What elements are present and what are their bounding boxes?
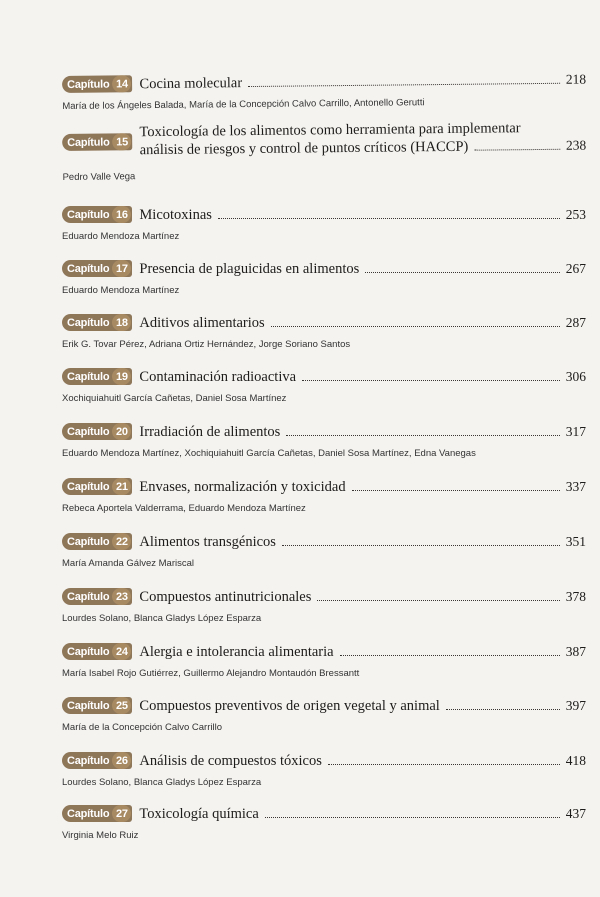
chapter-number: 20 <box>112 423 131 440</box>
dot-leader <box>282 545 560 546</box>
chapter-authors: Lourdes Solano, Blanca Gladys López Esparza <box>62 777 262 788</box>
dot-leader <box>286 435 559 436</box>
dot-leader <box>446 709 560 710</box>
chapter-number: 23 <box>112 588 131 605</box>
chapter-title: Compuestos antinutricionales <box>139 589 312 605</box>
chapter-badge <box>62 588 132 605</box>
chapter-title: Alergia e intolerancia alimentaria <box>139 644 334 660</box>
chapter-number: 18 <box>112 314 131 331</box>
page-number: 418 <box>565 753 586 768</box>
toc-entry-18[interactable] <box>62 314 586 350</box>
chapter-number: 16 <box>112 206 131 223</box>
page-number: 287 <box>565 315 586 330</box>
chapter-authors: Eduardo Mendoza Martínez, Xochiquiahuitl García Cañetas, Daniel Sosa Martínez, Edna Vanegas <box>62 448 476 459</box>
page-number: 317 <box>565 424 586 439</box>
badge-label: Capítulo <box>67 807 110 820</box>
toc-entry-21[interactable] <box>62 478 586 514</box>
chapter-authors: Xochiquiahuitl García Cañetas, Daniel Sosa Martínez <box>62 393 287 404</box>
badge-label: Capítulo <box>67 262 110 275</box>
dot-leader <box>328 764 560 765</box>
chapter-title: Aditivos alimentarios <box>139 315 265 331</box>
chapter-title: Micotoxinas <box>139 207 212 223</box>
chapter-badge <box>62 752 132 769</box>
badge-label: Capítulo <box>67 136 110 149</box>
chapter-authors: Pedro Valle Vega <box>62 171 136 183</box>
chapter-title: Cocina molecular <box>139 75 243 93</box>
chapter-title: Compuestos preventivos de origen vegetal y animal <box>139 698 440 714</box>
chapter-badge <box>62 133 133 151</box>
badge-label: Capítulo <box>67 754 110 767</box>
chapter-authors: Lourdes Solano, Blanca Gladys López Esparza <box>62 613 262 624</box>
chapter-authors: María de los Ángeles Balada, María de la Concepción Calvo Carrillo, Antonello Gerutti <box>62 97 425 112</box>
chapter-title-line1: Toxicología de los alimentos como herramienta para implementar <box>139 120 521 141</box>
toc-entry-16[interactable] <box>62 206 586 242</box>
badge-label: Capítulo <box>67 425 110 438</box>
toc-entry-20[interactable] <box>62 423 586 459</box>
dot-leader <box>317 600 559 601</box>
chapter-authors: Eduardo Mendoza Martínez <box>62 285 180 296</box>
dot-leader <box>302 380 560 381</box>
toc-entry-19[interactable] <box>62 368 586 404</box>
page-number: 238 <box>565 137 587 153</box>
page-number: 437 <box>565 806 586 821</box>
chapter-authors: Erik G. Tovar Pérez, Adriana Ortiz Hernández, Jorge Soriano Santos <box>62 339 351 350</box>
chapter-number: 17 <box>112 260 131 277</box>
chapter-badge <box>62 314 132 331</box>
chapter-badge <box>62 643 132 660</box>
dot-leader <box>271 326 560 327</box>
dot-leader <box>352 490 560 491</box>
chapter-number: 14 <box>112 75 131 92</box>
chapter-title: Alimentos transgénicos <box>139 534 276 550</box>
badge-label: Capítulo <box>67 699 110 712</box>
chapter-badge <box>62 423 132 440</box>
dot-leader <box>365 272 560 273</box>
badge-label: Capítulo <box>67 590 110 603</box>
chapter-authors: María de la Concepción Calvo Carrillo <box>62 722 222 733</box>
badge-label: Capítulo <box>67 480 110 493</box>
chapter-badge <box>62 368 132 385</box>
toc-entry-22[interactable] <box>62 533 586 569</box>
dot-leader <box>340 655 560 656</box>
chapter-authors: Virginia Melo Ruiz <box>62 830 139 841</box>
chapter-number: 27 <box>112 805 131 822</box>
dot-leader <box>474 149 560 151</box>
chapter-badge <box>62 478 132 495</box>
chapter-number: 21 <box>112 478 131 495</box>
toc-entry-25[interactable] <box>62 697 586 733</box>
chapter-badge <box>62 206 132 223</box>
toc-entry-23[interactable] <box>62 588 586 624</box>
chapter-number: 15 <box>113 133 132 150</box>
chapter-authors: María Amanda Gálvez Mariscal <box>62 558 194 569</box>
chapter-number: 22 <box>112 533 131 550</box>
chapter-badge <box>62 260 132 277</box>
dot-leader <box>218 218 560 219</box>
page-number: 306 <box>565 369 586 384</box>
chapter-title: Toxicología química <box>139 806 259 822</box>
toc-entry-24[interactable] <box>62 643 586 679</box>
dot-leader <box>265 817 560 818</box>
badge-label: Capítulo <box>67 370 110 383</box>
toc-entry-27[interactable] <box>62 805 586 841</box>
badge-label: Capítulo <box>67 535 110 548</box>
chapter-title: Análisis de compuestos tóxicos <box>139 753 322 769</box>
page-number: 351 <box>565 534 586 549</box>
chapter-title: Irradiación de alimentos <box>139 424 281 440</box>
chapter-title: Contaminación radioactiva <box>139 369 297 385</box>
chapter-number: 25 <box>112 697 131 714</box>
chapter-title: Presencia de plaguicidas en alimentos <box>139 261 360 277</box>
badge-label: Capítulo <box>67 78 110 91</box>
chapter-badge <box>62 697 132 714</box>
chapter-badge <box>62 75 133 93</box>
page-number: 267 <box>565 261 586 276</box>
chapter-authors: María Isabel Rojo Gutiérrez, Guillermo Alejandro Montaudón Bressantt <box>62 668 360 679</box>
badge-label: Capítulo <box>67 316 110 329</box>
chapter-number: 26 <box>112 752 131 769</box>
badge-label: Capítulo <box>67 645 110 658</box>
page-number: 378 <box>565 589 586 604</box>
page-number: 337 <box>565 479 586 494</box>
badge-label: Capítulo <box>67 208 110 221</box>
chapter-number: 24 <box>112 643 131 660</box>
chapter-title-line2: análisis de riesgos y control de puntos críticos (HACCP) <box>139 138 469 159</box>
page-number: 387 <box>565 644 586 659</box>
dot-leader <box>248 83 560 87</box>
chapter-number: 19 <box>112 368 131 385</box>
toc-entry-26[interactable] <box>62 752 586 788</box>
chapter-badge <box>62 533 132 550</box>
chapter-authors: Rebeca Aportela Valderrama, Eduardo Mendoza Martínez <box>62 503 306 514</box>
chapter-badge <box>62 805 132 822</box>
toc-entry-15[interactable] <box>62 119 587 183</box>
toc-entry-17[interactable] <box>62 260 586 296</box>
page-number: 253 <box>565 207 586 222</box>
chapter-authors: Eduardo Mendoza Martínez <box>62 231 180 242</box>
page-number: 218 <box>565 71 587 87</box>
chapter-title: Envases, normalización y toxicidad <box>139 479 346 495</box>
toc-entry-14[interactable] <box>62 71 586 112</box>
page-number: 397 <box>565 698 586 713</box>
